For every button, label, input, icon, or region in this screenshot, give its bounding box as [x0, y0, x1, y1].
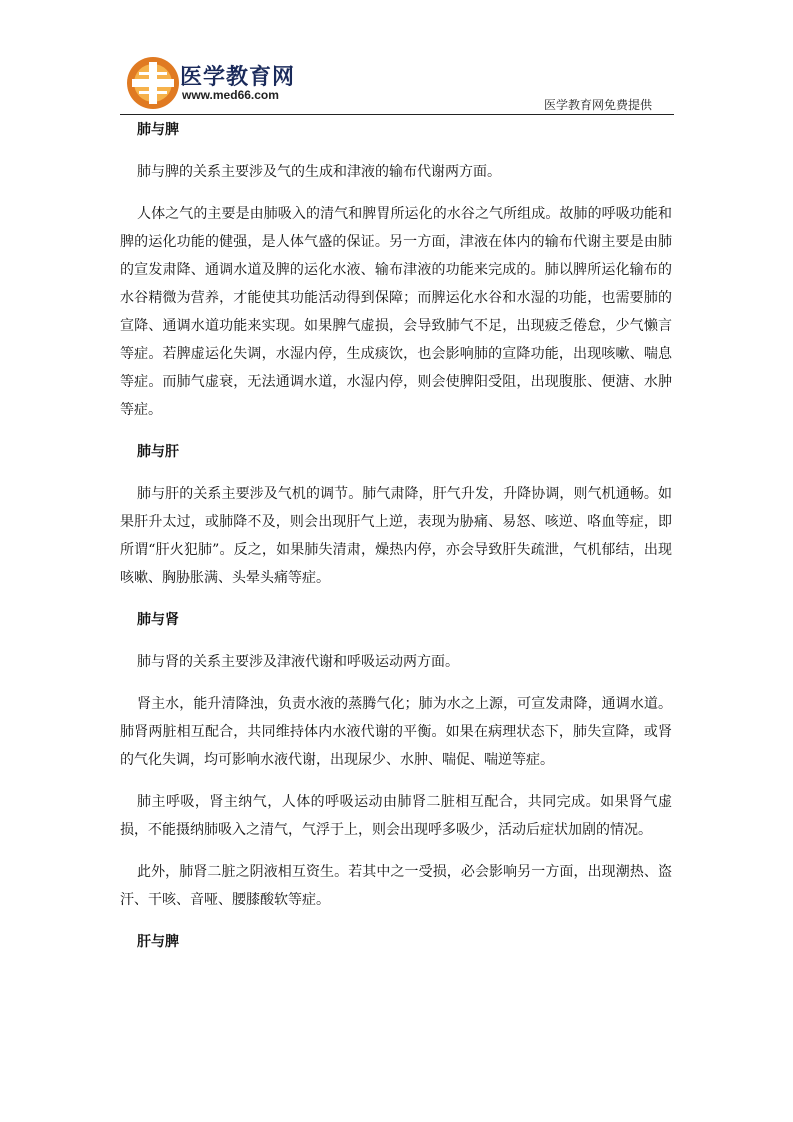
logo-cross-bar-upper	[139, 72, 167, 75]
section-lung-liver	[120, 438, 672, 592]
paragraph: 人体之气的主要是由肺吸入的清气和脾胃所运化的水谷之气所组成。故肺的呼吸功能和脾的运化功能的健强，是人体气盛的保证。另一方面，津液在体内的输布代谢主要是由肺的宣发肃降、通调水道及脾的运化水液、输布津液的功能来完成的。肺以脾所运化输布的水谷精微为营养，才能使其功能活动得到保障；而脾运化水谷和水湿的功能，也需要肺的宣降、通调水道功能来实现。如果脾气虚损，会导致肺气不足，出现疲乏倦怠，少气懒言等症。若脾虚运化失调，水湿内停，生成痰饮，也会影响肺的宣降功能，出现咳嗽、喘息等症。而肺气虚衰，无法通调水道，水湿内停，则会使脾阳受阻，出现腹胀、便溏、水肿等症。	[120, 206, 672, 418]
paragraph: 肾主水，能升清降浊，负责水液的蒸腾气化；肺为水之上源，可宣发肃降，通调水道。肺肾两脏相互配合，共同维持体内水液代谢的平衡。如果在病理状态下，肺失宣降，或肾的气化失调，均可影响水液代谢，出现尿少、水肿、喘促、喘逆等症。	[120, 696, 672, 768]
section-heading: 肺与脾	[137, 122, 179, 138]
page-header	[120, 52, 674, 114]
brand-url: www.med66.com	[182, 88, 279, 102]
logo-cross-bar-lower	[139, 91, 167, 94]
medical-cross-logo-icon	[126, 56, 180, 110]
provider-note: 医学教育网免费提供	[543, 98, 652, 112]
paragraph: 此外，肺肾二脏之阴液相互资生。若其中之一受损，必会影响另一方面，出现潮热、盗汗、干咳、音哑、腰膝酸软等症。	[120, 864, 672, 908]
section-heading: 肺与肾	[137, 612, 179, 628]
section-heading: 肝与脾	[137, 934, 179, 950]
section-lung-spleen	[120, 116, 672, 424]
paragraph: 肺主呼吸，肾主纳气，人体的呼吸运动由肺肾二脏相互配合，共同完成。如果肾气虚损，不能摄纳肺吸入之清气，气浮于上，则会出现呼多吸少，活动后症状加剧的情况。	[120, 794, 672, 838]
paragraph: 肺与肾的关系主要涉及津液代谢和呼吸运动两方面。	[137, 654, 459, 670]
section-lung-kidney	[120, 606, 672, 914]
document-body	[120, 116, 672, 970]
brand-name: 医学教育网	[180, 65, 296, 90]
section-liver-spleen	[120, 928, 672, 956]
paragraph: 肺与肝的关系主要涉及气机的调节。肺气肃降，肝气升发，升降协调，则气机通畅。如果肝升太过，或肺降不及，则会出现肝气上逆，表现为胁痛、易怒、咳逆、咯血等症，即所谓“肝火犯肺”。反之，如果肺失清肃，燥热内停，亦会导致肝失疏泄，气机郁结，出现咳嗽、胸胁胀满、头晕头痛等症。	[120, 486, 672, 586]
section-heading: 肺与肝	[137, 444, 179, 460]
paragraph: 肺与脾的关系主要涉及气的生成和津液的输布代谢两方面。	[137, 164, 501, 180]
header-divider	[120, 114, 674, 115]
logo-cross-horizontal	[132, 79, 174, 87]
